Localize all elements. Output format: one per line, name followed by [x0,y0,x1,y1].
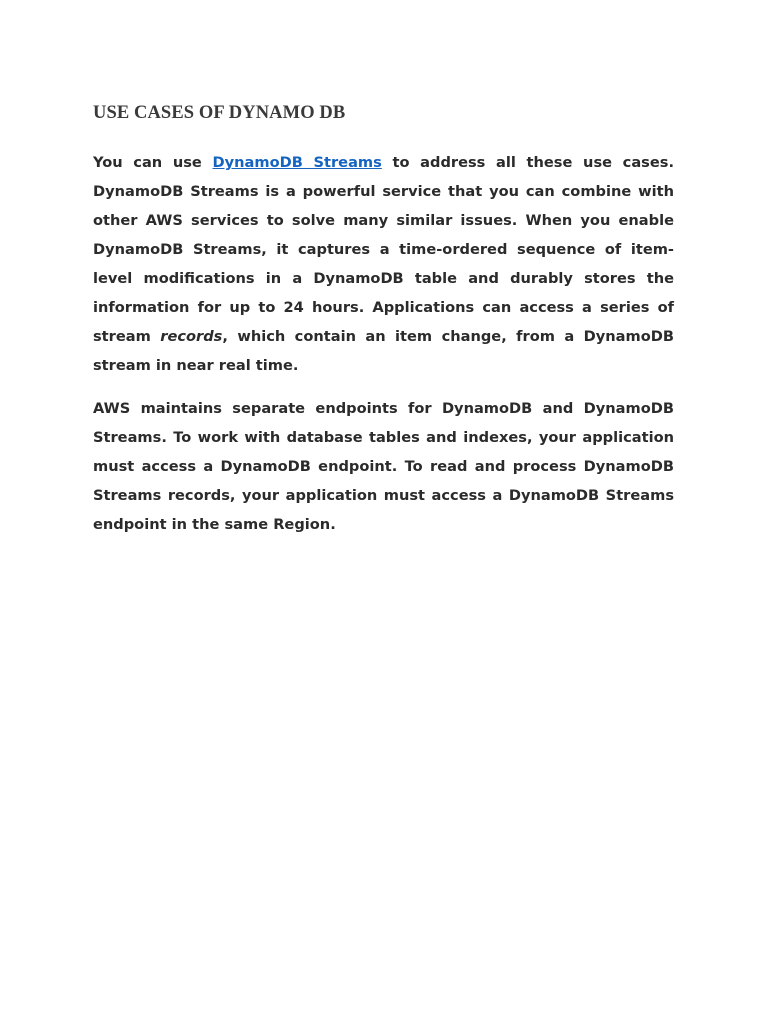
records-emphasis: records [160,328,223,345]
paragraph-text-before-link: You can use [93,154,213,171]
paragraph-streams-intro [93,148,674,380]
paragraph-text-after-emphasis: , which contain an item change, from a DynamoDB stream in near real time. [93,328,674,374]
paragraph-text-after-link: to address all these use cases. DynamoDB Streams is a powerful service that you can combine with other AWS services to solve many similar issues. When you enable DynamoDB Streams, it captures a time-ordered sequence of item-level modifications in a DynamoDB table and durably stores the information for up to 24 hours. Applications can access a series of stream [93,154,674,345]
paragraph-endpoints: AWS maintains separate endpoints for DynamoDB and DynamoDB Streams. To work with database tables and indexes, your application must access a DynamoDB endpoint. To read and process DynamoDB Streams records, your application must access a DynamoDB Streams endpoint in the same Region. [93,400,674,533]
document-body [93,100,674,553]
dynamodb-streams-link[interactable]: DynamoDB Streams [212,154,382,171]
section-heading: USE CASES OF DYNAMO DB [93,103,346,123]
